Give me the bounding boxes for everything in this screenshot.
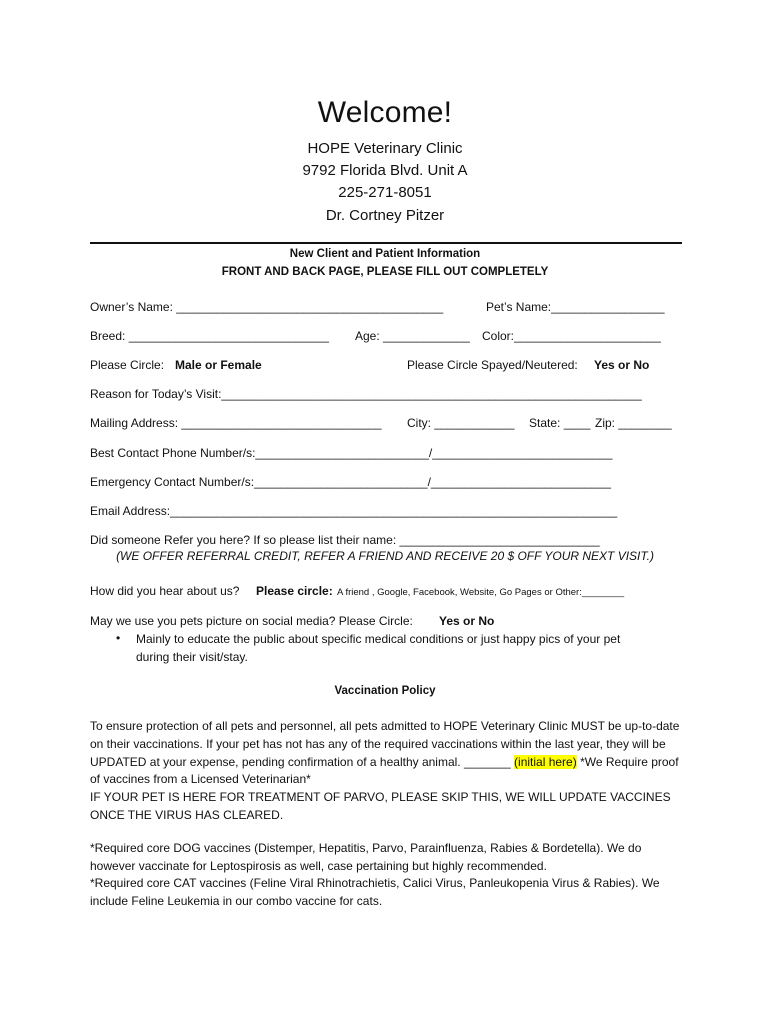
breed-field[interactable]: Breed: ______________________________ [90,329,329,343]
visit-reason-field[interactable]: Reason for Today’s Visit:_______________________________________________________________ [90,387,642,401]
spay-options[interactable]: Yes or No [594,358,650,372]
clinic-address: 9792 Florida Blvd. Unit A [302,162,468,179]
owner-name-field[interactable]: Owner’s Name: ________________________________________ [90,300,444,314]
clinic-name: HOPE Veterinary Clinic [307,140,463,157]
sex-options[interactable]: Male or Female [175,358,262,372]
hear-options[interactable]: A friend , Google, Facebook, Website, Go Pages or Other:________ [337,587,625,598]
referral-note: (WE OFFER REFERRAL CREDIT, REFER A FRIEND AND RECEIVE 20 $ OFF YOUR NEXT VISIT.) [116,549,654,563]
vaccination-proof-text: *We Require proof of vaccines from a Licensed Veterinarian* [90,754,679,787]
mailing-address-field[interactable]: Mailing Address: ______________________________ [90,416,382,430]
referral-field[interactable]: Did someone Refer you here? If so please list their name: ______________________________ [90,533,600,547]
best-contact-field[interactable]: Best Contact Phone Number/s:__________________________/___________________________ [90,446,613,460]
hear-circle-label: Please circle: [256,584,333,598]
doctor-name: Dr. Cortney Pitzer [325,207,445,224]
vaccination-policy-title: Vaccination Policy [334,685,436,697]
page-title: Welcome! [317,96,453,129]
vaccination-text: To ensure protection of all pets and personnel, all pets admitted to HOPE Veterinary Clinic MUST be up-to-date on their vaccinations. If your pet has not has any of the required vaccinations within the last year, they will be UPDATED at your expense, pending confirmation of a healthy animal. _______ [90,719,680,769]
vaccination-paragraph [90,718,690,789]
email-field[interactable]: Email Address:___________________________________________________________________ [90,504,618,518]
social-bullet-text-cont: during their visit/stay. [136,650,248,664]
clinic-phone: 225-271-8051 [338,184,432,201]
zip-field[interactable]: Zip: ________ [595,416,672,430]
initial-here-highlight[interactable]: (initial here) [514,754,577,769]
bullet-dot: • [116,631,121,645]
parvo-notice: IF YOUR PET IS HERE FOR TREATMENT OF PARVO, PLEASE SKIP THIS, WE WILL UPDATE VACCINES ONCE THE VIRUS HAS CLEARED. [90,790,671,822]
social-media-label: May we use you pets picture on social media? Please Circle: [90,614,413,628]
age-field[interactable]: Age: _____________ [355,329,470,343]
social-bullet-text: Mainly to educate the public about specific medical conditions or just happy pics of your pet [136,632,621,646]
cat-vaccines-note: *Required core CAT vaccines (Feline Viral Rhinotrachietis, Calici Virus, Panleukopenia Virus & Rabies). We include Feline Leukemia in our combo vaccine for cats. [90,876,660,908]
pet-name-field[interactable]: Pet’s Name:_________________ [486,300,665,314]
emergency-contact-field[interactable]: Emergency Contact Number/s:__________________________/___________________________ [90,475,612,489]
state-field[interactable]: State: ____ [529,416,591,430]
city-field[interactable]: City: ____________ [407,416,515,430]
hear-about-label: How did you hear about us? [90,584,240,598]
header-divider [90,242,682,244]
dog-vaccines-note: *Required core DOG vaccines (Distemper, Hepatitis, Parvo, Parainfluenza, Rabies & Bordetella). We do however vaccinate for Leptospirosis as well, case pertaining but highly recommended. [90,841,642,873]
sex-circle-label: Please Circle: [90,358,165,372]
social-media-options[interactable]: Yes or No [439,614,495,628]
form-heading: New Client and Patient Information [289,248,481,260]
color-field[interactable]: Color:______________________ [482,329,661,343]
spay-label: Please Circle Spayed/Neutered: [407,358,578,372]
form-subheading: FRONT AND BACK PAGE, PLEASE FILL OUT COMPLETELY [221,266,549,278]
